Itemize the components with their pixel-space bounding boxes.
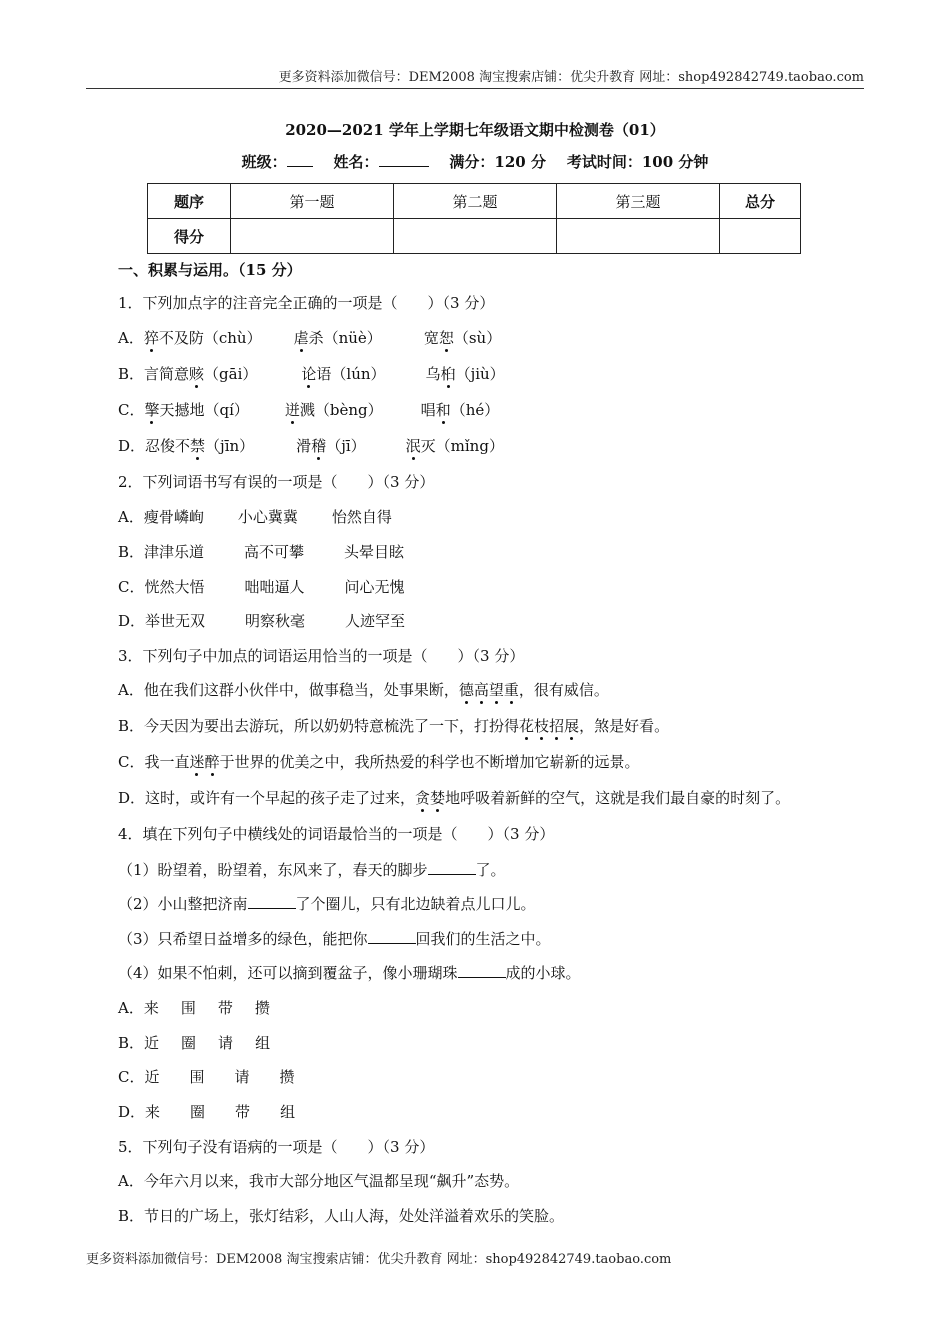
option-text: D．这时，或许有一个早起的孩子走了过来， <box>118 789 416 807</box>
dotted-char: 婪 <box>430 789 446 807</box>
option-text: 人迹罕至 <box>345 612 406 630</box>
sentence-text: （2）小山整把济南 <box>118 895 248 913</box>
score-input-3[interactable] <box>557 219 720 254</box>
option-text: 带 <box>235 1103 251 1121</box>
question-stem: 1．下列加点字的注音完全正确的一项是（ ）（3 分） <box>118 294 495 312</box>
option-text: 宽 <box>423 329 439 347</box>
option-text: B．津津乐道 <box>118 543 205 561</box>
dotted-char: 展 <box>564 717 580 735</box>
exam-meta <box>0 151 950 172</box>
option-text: （jiù） <box>455 365 505 383</box>
option-text: 组 <box>255 1034 271 1052</box>
option-text: 唱 <box>420 401 436 419</box>
option-text: C．我一直 <box>118 753 190 771</box>
option-b[interactable] <box>118 542 404 562</box>
option-label: A． <box>118 329 144 347</box>
option-text: 怡然自得 <box>331 508 392 526</box>
dotted-char: 和 <box>435 401 451 419</box>
option-c[interactable] <box>118 400 499 420</box>
page-footer: 更多资料添加微信号：DEM2008 淘宝搜索店铺：优尖升教育 网址：shop492842749.taobao.com <box>86 1252 672 1267</box>
dotted-char: 稽 <box>311 437 327 455</box>
option-text: D．来 <box>118 1103 161 1121</box>
dotted-char: 高 <box>473 681 489 699</box>
option-a[interactable] <box>118 998 270 1018</box>
option-text: A．他在我们这群小伙伴中，做事稳当，处事果断， <box>118 681 459 699</box>
dotted-char: 枝 <box>534 717 550 735</box>
option-text: 围 <box>189 1068 205 1086</box>
option-a[interactable] <box>118 680 609 700</box>
dotted-word <box>459 681 519 699</box>
option-text: 天撼地（qí） <box>159 401 249 419</box>
option-label: C． <box>118 401 145 419</box>
name-label: 姓名： <box>333 153 379 171</box>
sentence-4 <box>118 963 581 983</box>
dotted-char: 恕 <box>438 329 454 347</box>
option-a[interactable] <box>118 328 501 348</box>
sentence-text: 了。 <box>475 861 506 879</box>
option-text: 带 <box>217 999 233 1017</box>
fill-blank[interactable] <box>428 860 476 875</box>
option-text: （jī） <box>326 437 366 455</box>
option-b[interactable] <box>118 364 505 384</box>
option-text: 攒 <box>279 1068 295 1086</box>
option-c[interactable] <box>118 752 640 772</box>
score-input-1[interactable] <box>231 219 394 254</box>
question-stem: 5．下列句子没有语病的一项是（ ）（3 分） <box>118 1138 435 1156</box>
table-cell: 总分 <box>720 184 801 219</box>
option-a[interactable] <box>118 507 392 527</box>
option-text: 地呼吸着新鲜的空气，这就是我们最自豪的时刻了。 <box>445 789 791 807</box>
page-header: 更多资料添加微信号：DEM2008 淘宝搜索店铺：优尖升教育 网址：shop492842749.taobao.com <box>86 66 864 89</box>
option-text: 乌 <box>425 365 441 383</box>
sentence-text: 了个圈儿，只有北边缺着点儿口儿。 <box>295 895 536 913</box>
dotted-char: 论 <box>301 365 317 383</box>
option-text: 围 <box>180 999 196 1017</box>
exam-time: 考试时间：100 分钟 <box>566 153 709 171</box>
dotted-char: 迷 <box>189 753 205 771</box>
dotted-char: 招 <box>549 717 565 735</box>
option-c[interactable] <box>118 577 405 597</box>
option-b[interactable] <box>118 716 669 736</box>
table-cell: 第三题 <box>557 184 720 219</box>
option-text: C．恍然大悟 <box>118 578 205 596</box>
option-text: 请 <box>218 1034 234 1052</box>
dotted-char: 贪 <box>415 789 431 807</box>
option-text: 圈 <box>190 1103 206 1121</box>
option-text: 明察秋毫 <box>245 612 306 630</box>
option-text: 高不可攀 <box>244 543 305 561</box>
fill-blank[interactable] <box>458 963 506 978</box>
dotted-word <box>415 789 445 807</box>
option-text: 不及防（chù） <box>158 329 262 347</box>
option-text: ，煞是好看。 <box>579 717 670 735</box>
option-a[interactable]: A．今年六月以来，我市大部分地区气温都呈现“飙升”态势。 <box>118 1172 520 1190</box>
fill-blank[interactable] <box>248 894 296 909</box>
sentence-2 <box>118 894 536 914</box>
option-text: 滑 <box>296 437 312 455</box>
sentence-text: 成的小球。 <box>505 964 581 982</box>
option-text: D．忍俊不 <box>118 437 191 455</box>
question-stem: 3．下列句子中加点的词语运用恰当的一项是（ ）（3 分） <box>118 647 525 665</box>
option-text: （gāi） <box>204 365 258 383</box>
option-text: C．近 <box>118 1068 160 1086</box>
section-heading: 一、积累与运用。（15 分） <box>118 261 302 279</box>
name-blank[interactable] <box>379 152 429 167</box>
table-cell: 第一题 <box>231 184 394 219</box>
option-d[interactable] <box>118 436 504 456</box>
score-input-2[interactable] <box>394 219 557 254</box>
option-text: 圈 <box>181 1034 197 1052</box>
option-text: 头晕目眩 <box>344 543 405 561</box>
option-text: 咄咄逼人 <box>244 578 305 596</box>
table-cell: 题序 <box>148 184 231 219</box>
dotted-word <box>519 717 579 735</box>
sentence-text: （4）如果不怕刺，还可以摘到覆盆子，像小珊瑚珠 <box>118 964 458 982</box>
option-d[interactable] <box>118 611 405 631</box>
table-cell: 第二题 <box>394 184 557 219</box>
dotted-char: 醉 <box>204 753 220 771</box>
option-text: B．近 <box>118 1034 160 1052</box>
option-text: 问心无愧 <box>344 578 405 596</box>
sentence-text: 回我们的生活之中。 <box>415 930 551 948</box>
dotted-char: 迸 <box>284 401 300 419</box>
dotted-char: 德 <box>458 681 474 699</box>
table-row <box>148 184 801 219</box>
question-stem: 2．下列词语书写有误的一项是（ ）（3 分） <box>118 473 435 491</box>
option-text: 组 <box>280 1103 296 1121</box>
option-text: （jīn） <box>205 437 255 455</box>
dotted-char: 禁 <box>190 437 206 455</box>
option-text: （hé） <box>450 401 500 419</box>
dotted-char: 赅 <box>189 365 205 383</box>
full-score: 满分：120 分 <box>449 153 546 171</box>
dotted-char: 猝 <box>143 329 159 347</box>
dotted-word <box>189 753 219 771</box>
dotted-char: 擎 <box>144 401 160 419</box>
option-text: B．今天因为要出去游玩，所以奶奶特意梳洗了一下，打扮得 <box>118 717 520 735</box>
option-b[interactable] <box>118 1033 270 1053</box>
option-text: 灭（mǐng） <box>420 437 504 455</box>
option-text: 于世界的优美之中，我所热爱的科学也不断增加它崭新的远景。 <box>219 753 640 771</box>
table-row <box>148 219 801 254</box>
option-text: A．瘦骨嶙峋 <box>118 508 204 526</box>
sentence-text: （1）盼望着，盼望着，东风来了，春天的脚步 <box>118 861 428 879</box>
option-c[interactable] <box>118 1067 295 1087</box>
dotted-char: 桕 <box>440 365 456 383</box>
score-input-total[interactable] <box>720 219 801 254</box>
score-table <box>147 183 801 254</box>
class-blank[interactable] <box>287 152 313 167</box>
exam-title: 2020—2021 学年上学期七年级语文期中检测卷（01） <box>285 121 665 139</box>
option-text: （sù） <box>453 329 502 347</box>
option-text: 小心冀冀 <box>237 508 298 526</box>
option-text: ，很有威信。 <box>518 681 609 699</box>
class-label: 班级： <box>241 153 287 171</box>
option-d[interactable] <box>118 1102 295 1122</box>
option-text: 攒 <box>254 999 270 1017</box>
table-cell: 得分 <box>148 219 231 254</box>
dotted-char: 泯 <box>405 437 421 455</box>
sentence-3 <box>118 929 551 949</box>
option-text: 溅（bèng） <box>299 401 383 419</box>
dotted-char: 望 <box>488 681 504 699</box>
dotted-char: 花 <box>519 717 535 735</box>
option-text: B．言简意 <box>118 365 190 383</box>
option-text: D．举世无双 <box>118 612 206 630</box>
dotted-char: 重 <box>503 681 519 699</box>
option-b[interactable]: B．节日的广场上，张灯结彩，人山人海，处处洋溢着欢乐的笑脸。 <box>118 1207 565 1225</box>
option-text: 杀（nüè） <box>308 329 382 347</box>
question-stem: 4．填在下列句子中横线处的词语最恰当的一项是（ ）（3 分） <box>118 825 555 843</box>
option-text: 请 <box>234 1068 250 1086</box>
fill-blank[interactable] <box>368 929 416 944</box>
sentence-text: （3）只希望日益增多的绿色，能把你 <box>118 930 368 948</box>
option-text: 语（lún） <box>316 365 386 383</box>
option-d[interactable] <box>118 788 790 808</box>
dotted-char: 虐 <box>293 329 309 347</box>
sentence-1 <box>118 860 506 880</box>
option-text: A．来 <box>118 999 159 1017</box>
